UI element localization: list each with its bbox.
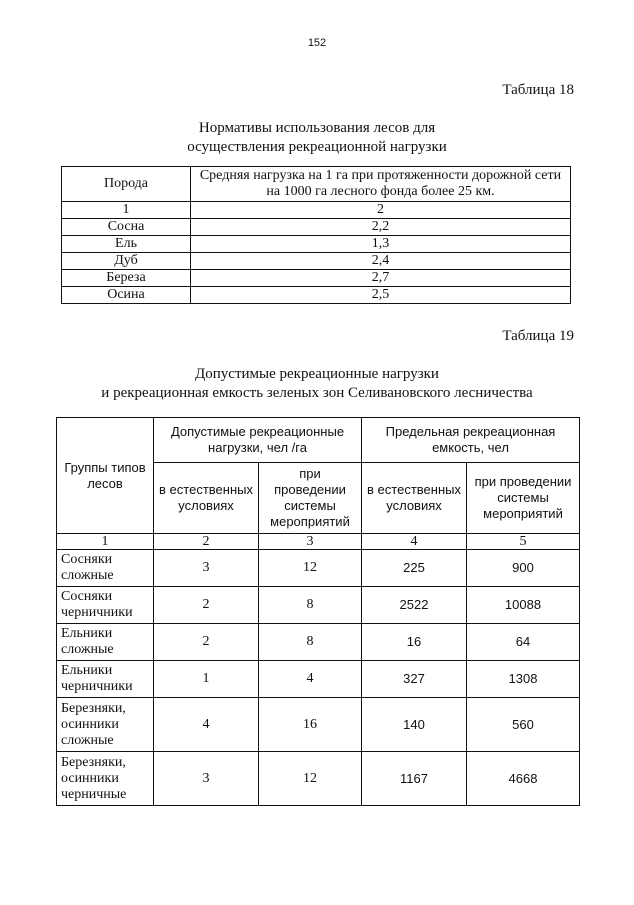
- capacity-natural-cell: 2522: [362, 587, 467, 624]
- forest-group-cell: Ельники черничники: [57, 661, 154, 698]
- capacity-measures-cell: 1308: [467, 661, 580, 698]
- load-natural-cell: 3: [154, 550, 259, 587]
- table-18-label: Таблица 18: [502, 82, 574, 98]
- table-19-title-line-1: Допустимые рекреационные нагрузки: [195, 366, 439, 382]
- load-cell: 2,7: [191, 270, 571, 287]
- capacity-natural-cell: 225: [362, 550, 467, 587]
- load-natural-cell: 2: [154, 587, 259, 624]
- load-measures-cell: 12: [259, 752, 362, 806]
- table-19-col-number: 5: [467, 534, 580, 550]
- table-row: [62, 219, 571, 236]
- capacity-measures-cell: 4668: [467, 752, 580, 806]
- table-19-col-number: 1: [57, 534, 154, 550]
- capacity-measures-cell: 64: [467, 624, 580, 661]
- forest-group-cell: Сосняки сложные: [57, 550, 154, 587]
- table-19-subheader-load-measures: при проведении системы мероприятий: [259, 463, 362, 534]
- table-row: [57, 752, 580, 806]
- load-measures-cell: 12: [259, 550, 362, 587]
- table-19: [56, 417, 580, 806]
- forest-group-cell: Ельники сложные: [57, 624, 154, 661]
- table-19-label: Таблица 19: [502, 328, 574, 344]
- table-18: [61, 166, 571, 304]
- table-19-header-load: Допустимые рекреационные нагрузки, чел /га: [154, 418, 362, 463]
- capacity-measures-cell: 560: [467, 698, 580, 752]
- table-19-col-number: 2: [154, 534, 259, 550]
- table-18-title-line-2: осуществления рекреационной нагрузки: [187, 139, 447, 155]
- capacity-natural-cell: 327: [362, 661, 467, 698]
- capacity-natural-cell: 140: [362, 698, 467, 752]
- table-18-col-number: 2: [191, 202, 571, 219]
- table-19-title-line-2: и рекреационная емкость зеленых зон Селивановского лесничества: [101, 385, 533, 401]
- species-cell: Дуб: [62, 253, 191, 270]
- load-natural-cell: 4: [154, 698, 259, 752]
- load-measures-cell: 16: [259, 698, 362, 752]
- capacity-natural-cell: 1167: [362, 752, 467, 806]
- table-18-header-row: [62, 167, 571, 202]
- load-cell: 2,5: [191, 287, 571, 304]
- table-18-title: [0, 119, 634, 157]
- table-19-header-group: Группы типов лесов: [57, 418, 154, 534]
- table-18-col-number: 1: [62, 202, 191, 219]
- forest-group-cell: Березняки, осинники черничные: [57, 752, 154, 806]
- table-18-number-row: [62, 202, 571, 219]
- table-19-subheader-capacity-natural: в естественных условиях: [362, 463, 467, 534]
- table-18-title-line-1: Нормативы использования лесов для: [198, 120, 436, 136]
- load-natural-cell: 3: [154, 752, 259, 806]
- table-19-subheader-load-natural: в естественных условиях: [154, 463, 259, 534]
- page-number: 152: [307, 37, 327, 49]
- load-measures-cell: 8: [259, 587, 362, 624]
- table-18-header-species: Порода: [62, 167, 191, 202]
- table-row: [57, 624, 580, 661]
- species-cell: Сосна: [62, 219, 191, 236]
- species-cell: Осина: [62, 287, 191, 304]
- forest-group-cell: Сосняки черничники: [57, 587, 154, 624]
- table-19-number-row: [57, 534, 580, 550]
- table-row: [57, 661, 580, 698]
- load-measures-cell: 4: [259, 661, 362, 698]
- table-19-col-number: 3: [259, 534, 362, 550]
- species-cell: Ель: [62, 236, 191, 253]
- table-19-subheader-capacity-measures: при проведении системы мероприятий: [467, 463, 580, 534]
- table-19-header-capacity: Предельная рекреационная емкость, чел: [362, 418, 580, 463]
- species-cell: Береза: [62, 270, 191, 287]
- load-measures-cell: 8: [259, 624, 362, 661]
- table-row: [57, 587, 580, 624]
- table-row: [57, 550, 580, 587]
- table-row: [62, 287, 571, 304]
- table-18-header-load: Средняя нагрузка на 1 га при протяженности дорожной сети на 1000 га лесного фонда более 25 км.: [191, 167, 571, 202]
- table-row: [62, 236, 571, 253]
- forest-group-cell: Березняки, осинники сложные: [57, 698, 154, 752]
- capacity-measures-cell: 10088: [467, 587, 580, 624]
- table-row: [62, 270, 571, 287]
- capacity-natural-cell: 16: [362, 624, 467, 661]
- load-natural-cell: 2: [154, 624, 259, 661]
- table-row: [62, 253, 571, 270]
- load-natural-cell: 1: [154, 661, 259, 698]
- capacity-measures-cell: 900: [467, 550, 580, 587]
- table-19-header-row: [57, 418, 580, 463]
- table-19-title: [0, 365, 634, 403]
- table-row: [57, 698, 580, 752]
- load-cell: 1,3: [191, 236, 571, 253]
- table-19-col-number: 4: [362, 534, 467, 550]
- load-cell: 2,4: [191, 253, 571, 270]
- load-cell: 2,2: [191, 219, 571, 236]
